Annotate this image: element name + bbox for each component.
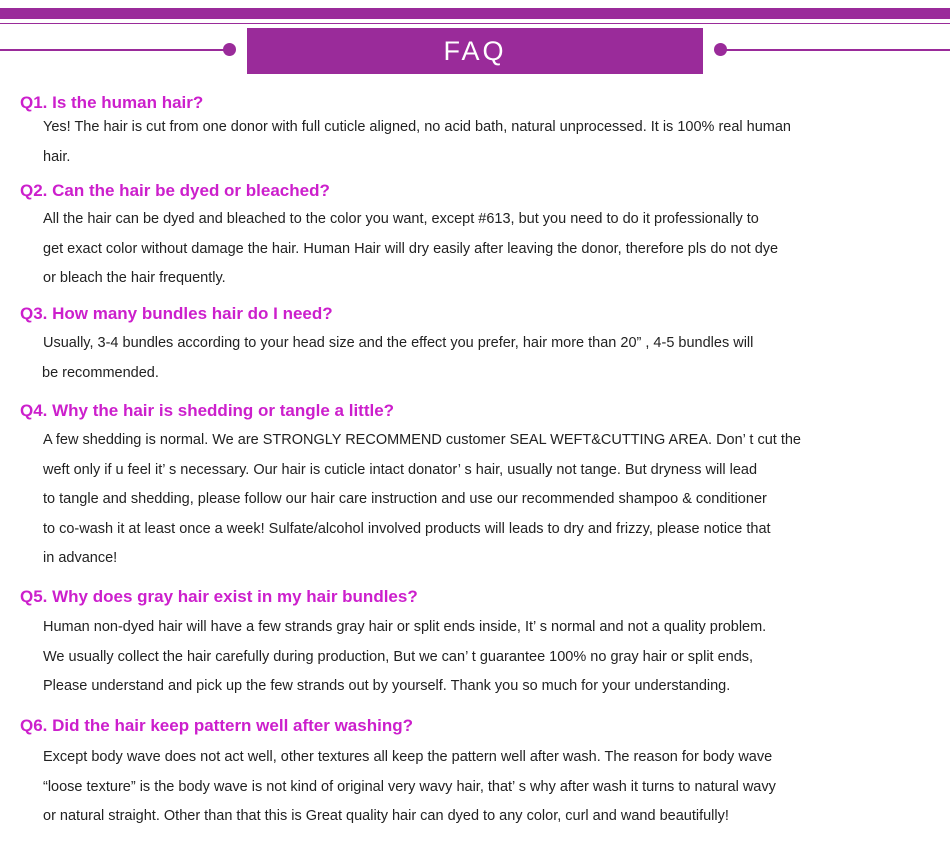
answer-line: get exact color without damage the hair. Human Hair will dry easily after leaving the donor, therefore pls do not dye [43,240,779,257]
answer-line: or natural straight. Other than that this is Great quality hair can dyed to any color, curl and wand beautifully! [43,808,729,824]
answer-line: Yes! The hair is cut from one donor with full cuticle aligned, no acid bath, natural unprocessed. It is 100% real human [43,119,791,135]
answer-line: in advance! [43,550,118,566]
faq-answer [43,329,753,388]
faq-question: Q6. Did the hair keep pattern well after washing? [20,716,413,735]
header-dot-left [223,43,236,56]
answer-line: be recommended. [42,364,159,381]
faq-question: Q3. How many bundles hair do I need? [20,304,333,323]
faq-answer [43,205,778,294]
answer-line: We usually collect the hair carefully during production, But we can’ t guarantee 100% no gray hair or split ends, [43,648,754,665]
answer-line: All the hair can be dyed and bleached to the color you want, except #613, but you need to do it professionally to [43,211,759,227]
faq-banner [247,28,703,74]
answer-line: to tangle and shedding, please follow our hair care instruction and use our recommended shampoo & conditioner [43,491,767,507]
faq-question: Q5. Why does gray hair exist in my hair bundles? [20,587,418,606]
answer-line: Except body wave does not act well, other textures all keep the pattern well after wash. The reason for body wave [43,749,773,765]
answer-line: to co-wash it at least once a week! Sulfate/alcohol involved products will leads to dry and frizzy, please notice that [43,520,771,537]
faq-answer [43,113,791,172]
header-rule-left [0,49,228,51]
answer-line: hair. [43,148,71,165]
faq-answer [43,426,801,574]
answer-line: Please understand and pick up the few strands out by yourself. Thank you so much for your understanding. [43,678,731,694]
page-title: FAQ [443,35,507,66]
header-rule-right [724,49,950,51]
answer-line: Usually, 3-4 bundles according to your head size and the effect you prefer, hair more than 20” , 4-5 bundles will [43,335,754,351]
top-decorative-band [0,8,950,19]
answer-line: “loose texture” is the body wave is not kind of original very wavy hair, that’ s why after wash it turns to natural wavy [43,778,776,795]
answer-line: Human non-dyed hair will have a few strands gray hair or split ends inside, It’ s normal and not a quality problem. [43,619,767,635]
faq-question: Q4. Why the hair is shedding or tangle a little? [20,401,395,420]
faq-answer [43,743,776,832]
faq-question: Q2. Can the hair be dyed or bleached? [20,181,330,200]
faq-question: Q1. Is the human hair? [20,93,204,112]
answer-line: or bleach the hair frequently. [43,270,226,286]
faq-answer [43,613,766,702]
answer-line: A few shedding is normal. We are STRONGLY RECOMMEND customer SEAL WEFT&CUTTING AREA. Don’ t cut the [43,432,801,448]
answer-line: weft only if u feel it’ s necessary. Our hair is cuticle intact donator’ s hair, usually not tange. But dryness will lead [43,461,758,478]
top-decorative-line [0,23,950,24]
